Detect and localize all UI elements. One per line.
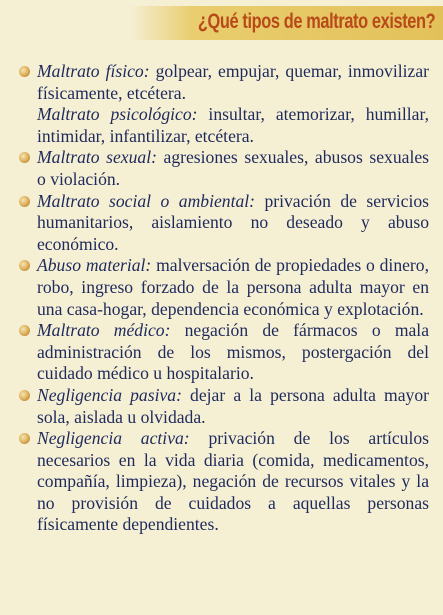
list-item-text: golpear, empujar, quemar, inmovilizar físicamente, etcétera. — [37, 61, 429, 103]
abuse-types-list — [0, 61, 443, 536]
list-item-text: malversación de propiedades o dinero, robo, ingreso forzado de la persona adulta mayor en una casa-hogar, dependencia económica y explotación. — [37, 255, 429, 319]
list-item-sexual — [0, 147, 443, 190]
list-item-text: privación de los artículos necesarios en la vida diaria (comida, medicamentos, compañía, limpieza), negación de recursos vitales y la no provisión de cuidados a aquellas personas físicamente dependientes. — [37, 428, 429, 535]
list-item-paragraph — [37, 191, 429, 256]
list-item-term: Abuso material: — [37, 255, 152, 276]
list-item-term: Maltrato médico: — [37, 320, 171, 341]
bullet-icon — [19, 196, 30, 207]
bullet-icon — [19, 260, 30, 271]
list-item-term: Maltrato sexual: — [37, 147, 157, 168]
title-banner — [130, 6, 443, 40]
list-item-paragraph — [37, 385, 429, 428]
list-item-paragraph — [37, 255, 429, 320]
list-item-text: privación de servicios humanitarios, aislamiento no deseado y abuso económico. — [37, 190, 429, 254]
list-item-term: Maltrato físico: — [37, 61, 150, 81]
list-item-medical — [0, 320, 443, 385]
list-item-text: negación de fármacos o mala administración de los mismos, postergación del cuidado médico u hospitalario. — [37, 320, 430, 384]
list-item-physical — [0, 61, 443, 147]
list-item-paragraph — [37, 147, 429, 190]
list-item-passive-neglect — [0, 385, 443, 428]
list-item-paragraph — [37, 61, 429, 104]
list-item-term: Maltrato psicológico: — [37, 104, 198, 125]
list-item-text: agresiones sexuales, abusos sexuales o violación. — [37, 147, 429, 189]
page-title: ¿Qué tipos de maltrato existen? — [197, 10, 435, 33]
list-item-text: insultar, atemorizar, humillar, intimidar, infantilizar, etcétera. — [37, 104, 429, 146]
list-item-active-neglect — [0, 428, 443, 536]
list-item-paragraph — [37, 104, 429, 147]
bullet-icon — [19, 152, 30, 163]
list-item-text: dejar a la persona adulta mayor sola, aislada u olvidada. — [37, 384, 429, 427]
bullet-icon — [19, 66, 30, 77]
list-item-paragraph — [37, 320, 429, 385]
list-item-term: Maltrato social o ambiental: — [37, 190, 255, 211]
list-item-social — [0, 191, 443, 256]
bullet-icon — [19, 433, 30, 444]
bullet-icon — [19, 325, 30, 336]
list-item-term: Negligencia activa: — [37, 428, 190, 449]
list-item-term: Negligencia pasiva: — [37, 384, 182, 405]
bullet-icon — [19, 390, 30, 401]
list-item-material — [0, 255, 443, 320]
list-item-paragraph — [37, 428, 429, 536]
